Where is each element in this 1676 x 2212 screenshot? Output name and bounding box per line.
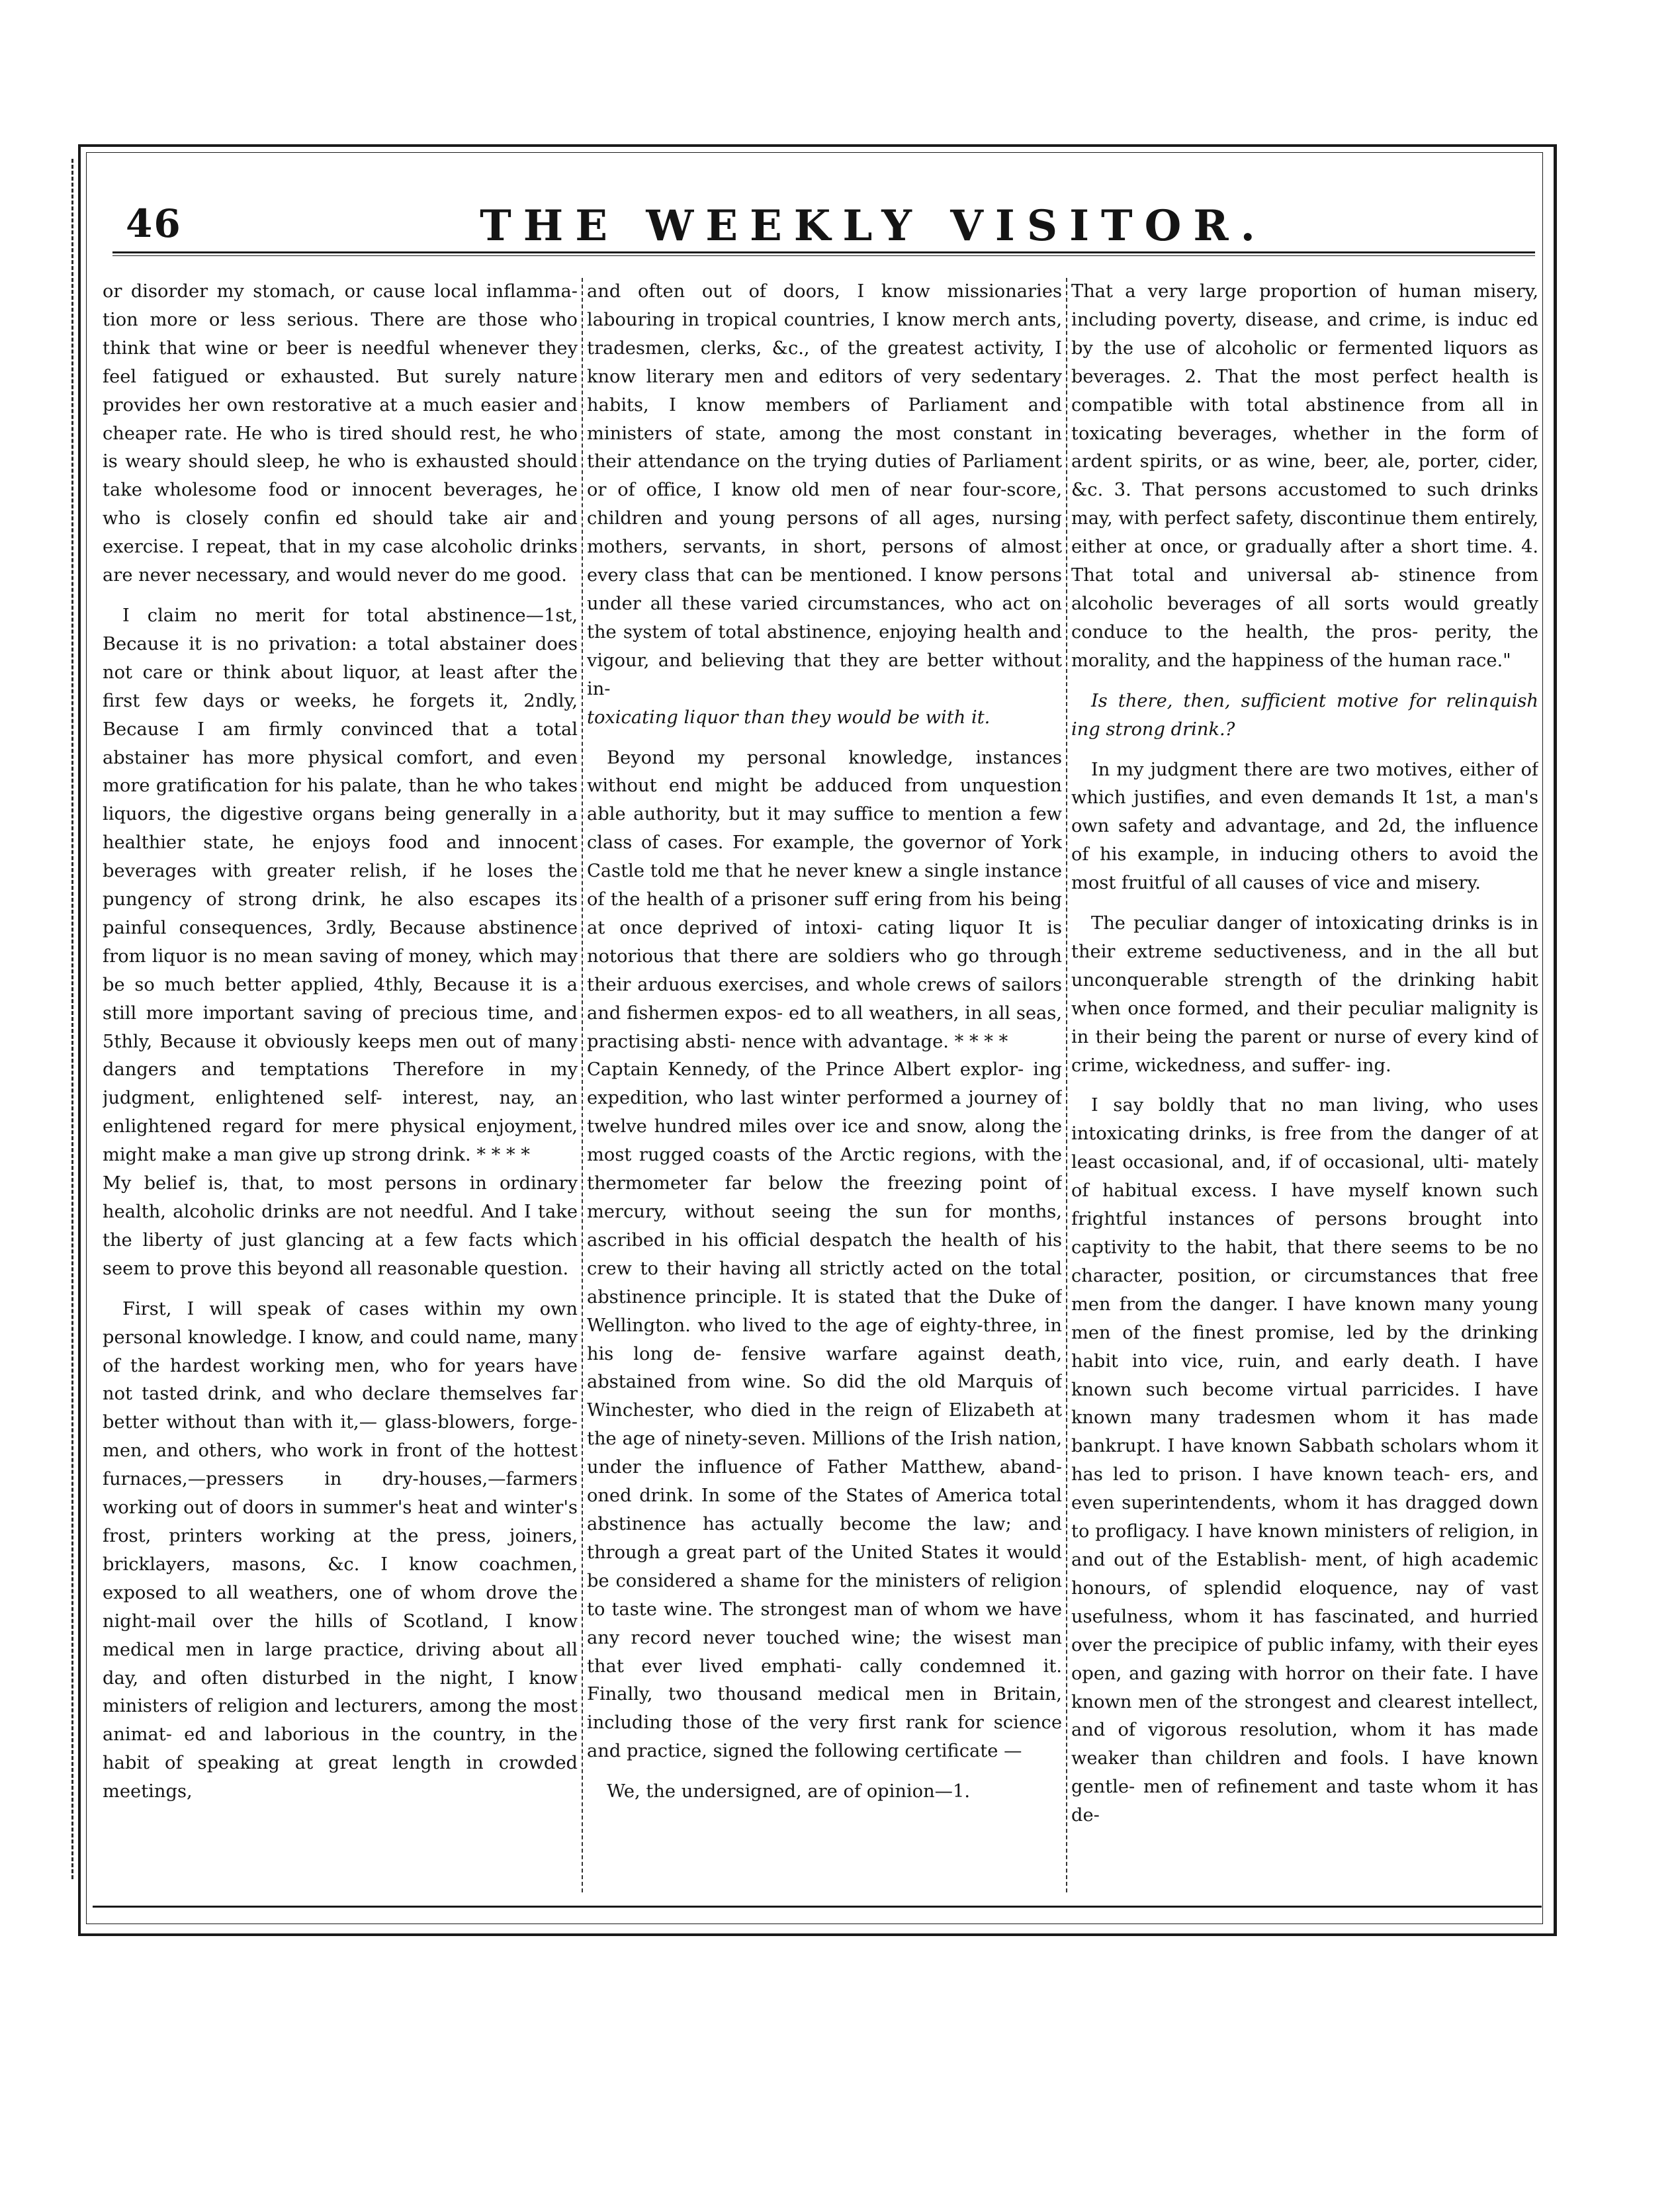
paragraph: or disorder my stomach, or cause local inflamma- tion more or less serious. There are those who think that wine or beer is needful whenever they feel fatigued or exhausted. But surely nature provides her own restorative at a much easier and cheaper rate. He who is tired should rest, he who is weary should sleep, he who is exhausted should take wholesome food or innocent beverages, he who is closely confin ed should take air and exercise. I repeat, that in my case alcoholic drinks are never necessary, and would never do me good. (103, 281, 578, 586)
paragraph: I claim no merit for total abstinence—1st, Because it is no privation: a total abstainer does not care or think about liquor, at least after the first few days or weeks, he forgets it, 2ndly, Because I am firmly convinced that a total abstainer has more physical comfort, and even more gratification for his palate, than he who takes liquors, the digestive organs being generally in a healthier state, he enjoys food and innocent beverages with greater relish, if he loses the pungency of strong drink, he also escapes its painful consequences, 3rdly, Because abstinence from liquor is no mean saving of money, which may be so much better applied, 4thly, Because it is a still more important saving of precious time, and 5thly, Because it obviously keeps men out of many dangers and temptations Therefore in my judgment, enlightened self- interest, nay, an enlightened regard for mere physical enjoyment, might make a man give up strong drink. * * * * (103, 605, 578, 1166)
article-columns (103, 278, 1538, 1892)
paragraph: We, the undersigned, are of opinion—1. (607, 1781, 971, 1802)
column-2 (587, 278, 1062, 1892)
paragraph: Is there, then, sufficient motive for relinquish ing strong drink.? (1071, 690, 1538, 740)
paragraph: toxicating liquor than they would be with it. (587, 707, 991, 728)
paragraph: The peculiar danger of intoxicating drinks is in their extreme seductiveness, and in the all but unconquerable strength of the drinking habit when once formed, and their peculiar malignity is in their being the parent or nurse of every kind of crime, wickedness, and suffer- ing. (1071, 913, 1538, 1076)
paragraph: That a very large proportion of human misery, including poverty, disease, and crime, is induc ed by the use of alcoholic or fermented liquors as beverages. 2. That the most perfect health is compatible with total abstinence from all in toxicating beverages, whether in the form of ardent spirits, or as wine, beer, ale, porter, cider, &c. 3. That persons accustomed to such drinks may, with perfect safety, discontinue them entirely, either at once, or gradually after a short time. 4. That total and universal ab- stinence from alcoholic beverages of all sorts would greatly conduce to the health, the pros- perity, the morality, and the happiness of the human race." (1071, 281, 1538, 671)
bottom-rule (93, 1906, 1542, 1908)
paragraph: Beyond my personal knowledge, instances without end might be adduced from unquestion able authority, but it may suffice to mention a few class of cases. For example, the governor of York Castle told me that he never knew a single instance of the health of a prisoner suff ering from his being at once deprived of intoxi- cating liquor It is notorious that there are soldiers who go through their arduous exercises, and whole crews of sailors and fishermen expos- ed to all weathers, in all seas, practising absti- nence with advantage. * * * * (587, 747, 1062, 1052)
paragraph: First, I will speak of cases within my own personal knowledge. I know, and could name, many of the hardest working men, who for years have not tasted drink, and who declare themselves far better without than with it,— glass-blowers, forge-men, and others, who work in front of the hottest furnaces,—pressers in dry-houses,—farmers working out of doors in summer's heat and winter's frost, printers working at the press, joiners, bricklayers, masons, &c. I know coachmen, exposed to all weathers, one of whom drove the night-mail over the hills of Scotland, I know medical men in large practice, driving about all day, and often disturbed in the night, I know ministers of religion and lecturers, among the most animat- ed and laborious in the country, in the habit of speaking at great length in crowded meetings, (103, 1298, 578, 1802)
column-3 (1071, 278, 1538, 1892)
column-divider (582, 278, 583, 1892)
masthead-rule (112, 251, 1535, 253)
paragraph: My belief is, that, to most persons in ordinary health, alcoholic drinks are not needful. And I take the liberty of just glancing at a few facts which seem to prove this beyond all reasonable question. (103, 1173, 578, 1279)
paragraph: and often out of doors, I know missionaries labouring in tropical countries, I know merch ants, tradesmen, clerks, &c., of the greatest activity, I know literary men and editors of very sedentary habits, I know members of Parliament and ministers of state, among the most constant in their attendance on the trying duties of Parliament or of office, I know old men of near four-score, children and young persons of all ages, nursing mothers, servants, in short, persons of almost every class that can be mentioned. I know persons under all these varied circumstances, who act on the system of total abstinence, enjoying health and vigour, and believing that they are better without in- (587, 281, 1062, 699)
column-divider (1066, 278, 1067, 1892)
publication-title: THE WEEKLY VISITOR. (480, 201, 1267, 251)
paragraph: In my judgment there are two motives, either of which justifies, and even demands It 1st, a man's own safety and advantage, and 2d, the influence of his example, in inducing others to avoid the most fruitful of all causes of vice and misery. (1071, 759, 1538, 894)
paragraph: I say boldly that no man living, who uses intoxicating drinks, is free from the danger of at least occasional, and, if of occasional, ulti- mately of habitual excess. I have myself known such frightful instances of persons brought into captivity to the habit, that there seems to be no character, position, or circumstances that free men from the danger. I have known many young men of the finest promise, led by the drinking habit into vice, ruin, and early death. I have known such become virtual parricides. I have known many tradesmen whom it has made bankrupt. I have known Sabbath scholars whom it has led to prison. I have known teach- ers, and even superintendents, whom it has dragged down to profligacy. I have known ministers of religion, in and out of the Establish- ment, of high academic honours, of splendid eloquence, nay of vast usefulness, whom it has fascinated, and hurried over the precipice of public infamy, with their eyes open, and gazing with horror on their fate. I have known men of the strongest and clearest intellect, and of vigorous resolution, whom it has made weaker than children and fools. I have known gentle- men of refinement and taste whom it has de- (1071, 1095, 1538, 1826)
masthead (99, 199, 1542, 251)
page-number: 46 (126, 201, 182, 246)
masthead-rule-thin (112, 255, 1535, 256)
paragraph: Captain Kennedy, of the Prince Albert explor- ing expedition, who last winter performed a journey of twelve hundred miles over ice and snow, along the most rugged coasts of the Arctic regions, with the thermometer far below the freezing point of mercury, without seeing the sun for months, ascribed in his official despatch the health of his crew to their having all strictly acted on the total abstinence principle. It is stated that the Duke of Wellington. who lived to the age of eighty-three, in his long de- fensive warfare against death, abstained from wine. So did the old Marquis of Winchester, who died in the reign of Elizabeth at the age of ninety-seven. Millions of the Irish nation, under the influence of Father Matthew, aband- oned drink. In some of the States of America total abstinence has actually become the law; and through a great part of the United States it would be considered a shame for the ministers of religion to taste wine. The strongest man of whom we have any record never touched wine; the wisest man that ever lived emphati- cally condemned it. Finally, two thousand medical men in Britain, including those of the very first rank for science and practice, signed the following certificate — (587, 1059, 1062, 1762)
column-1 (103, 278, 578, 1892)
margin-rule (71, 159, 75, 1879)
